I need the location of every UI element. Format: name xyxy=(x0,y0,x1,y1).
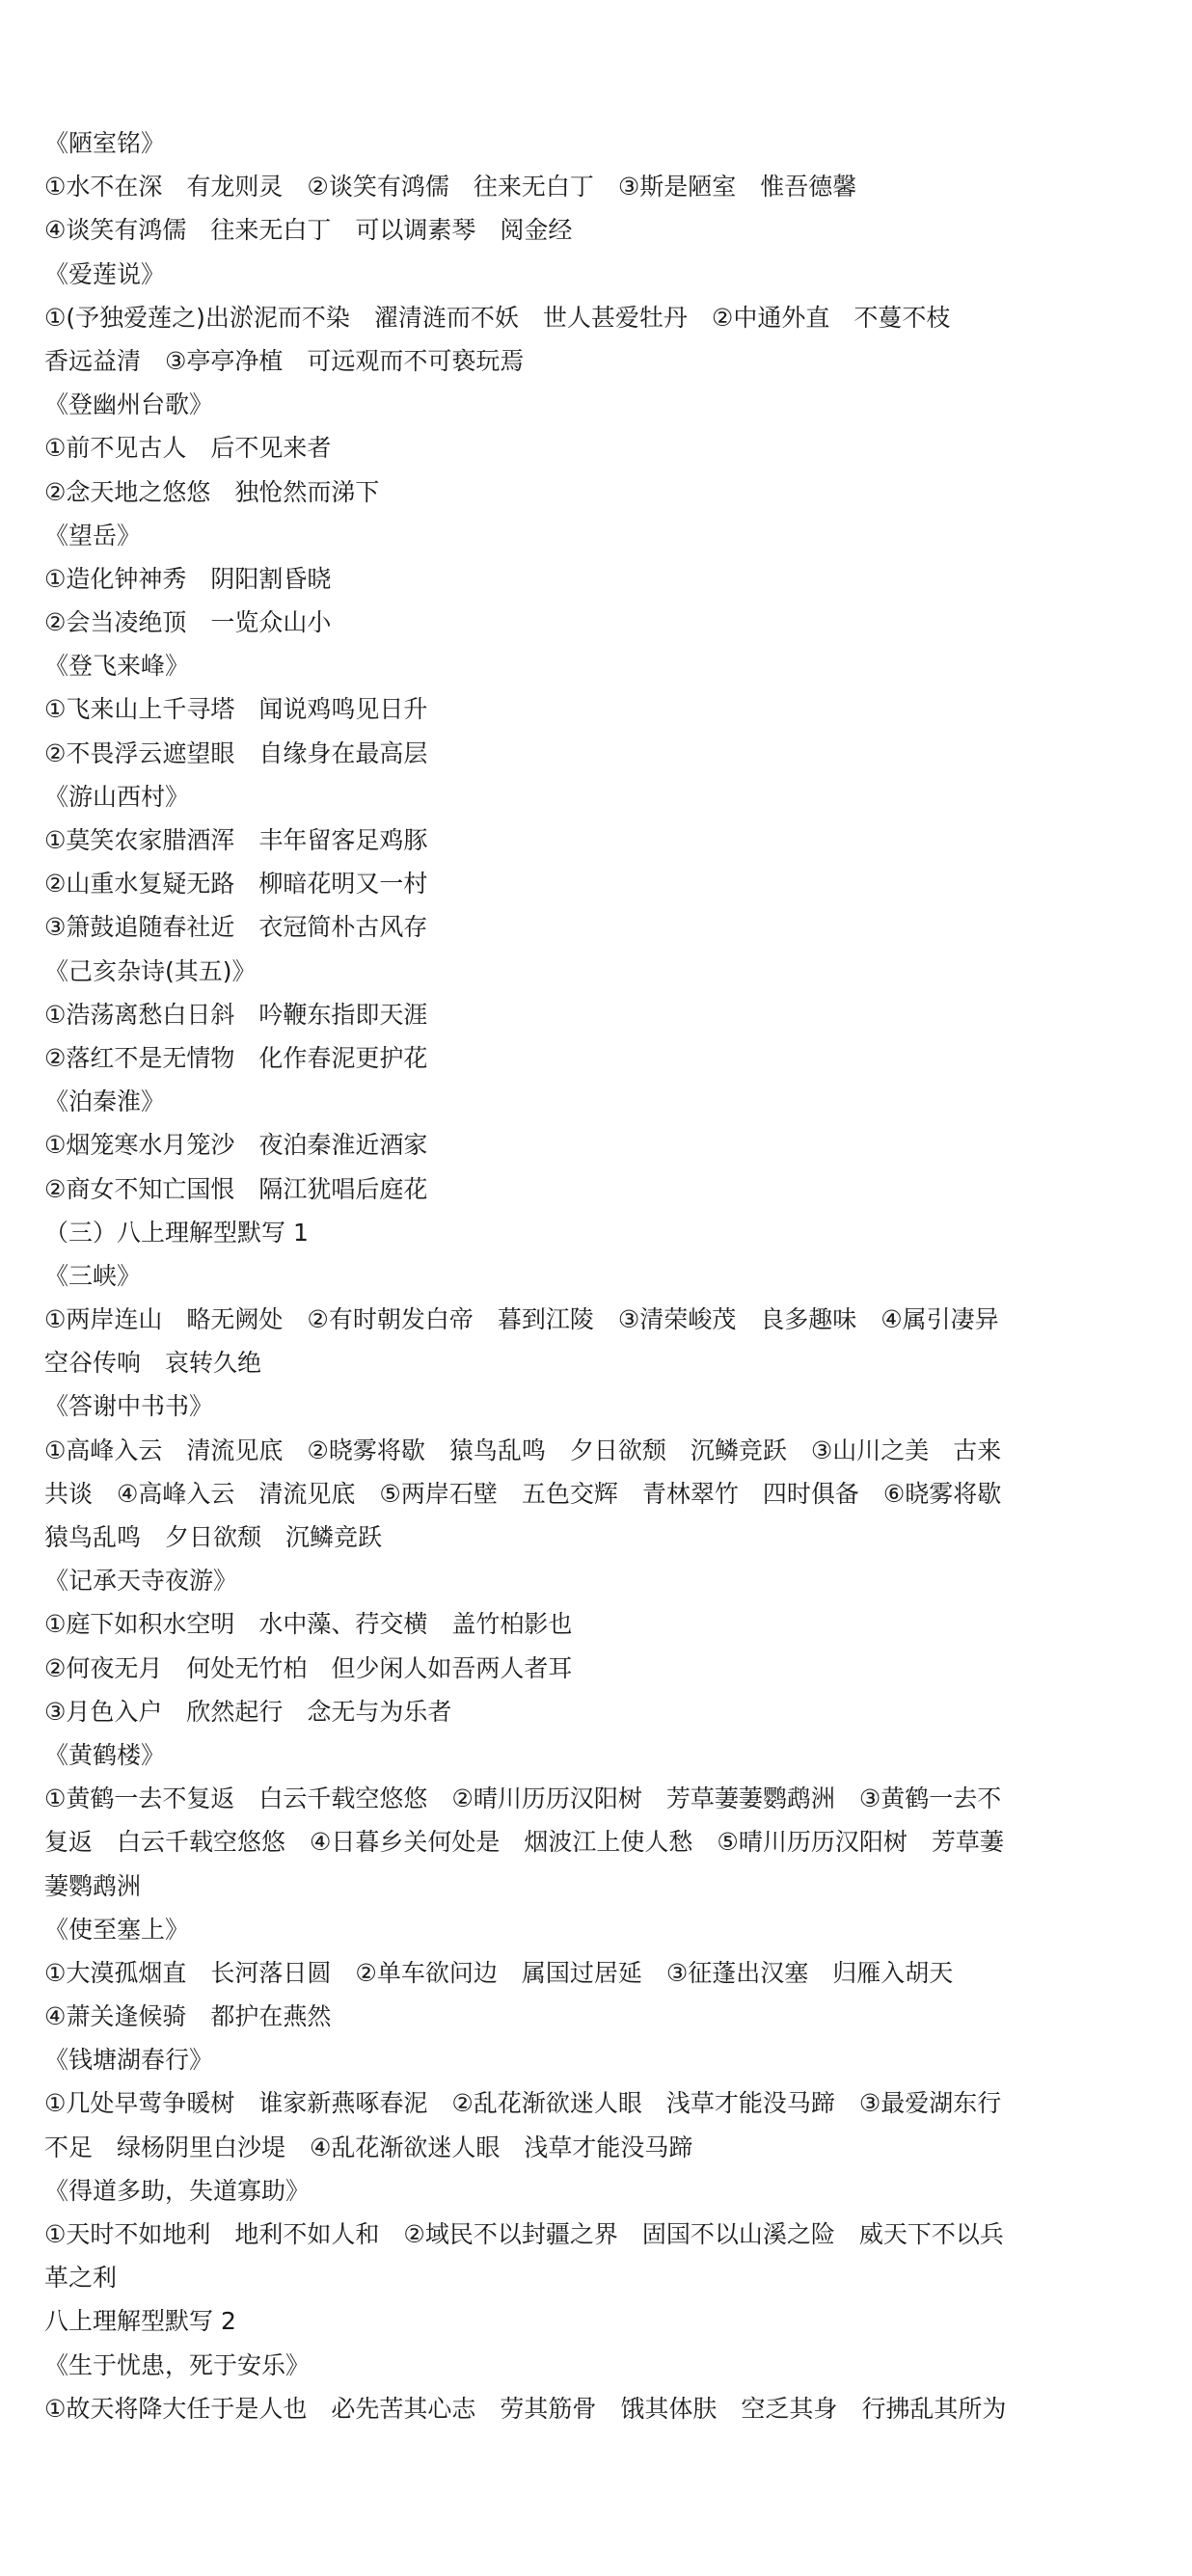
answer-line: ③箫鼓追随春社近 衣冠简朴古风存 xyxy=(44,913,428,942)
answer-line: 猿鸟乱鸣 夕日欲颓 沉鳞竞跃 xyxy=(44,1523,383,1551)
answer-line: ①浩荡离愁白日斜 吟鞭东指即天涯 xyxy=(44,1000,428,1029)
answer-line: ①几处早莺争暖树 谁家新燕啄春泥 ②乱花渐欲迷人眼 浅草才能没马蹄 ③最爱湖东行 xyxy=(44,2089,1002,2118)
section-heading: 《登飞来峰》 xyxy=(44,652,190,681)
answer-line: ④谈笑有鸿儒 往来无白丁 可以调素琴 阅金经 xyxy=(44,216,573,245)
section-heading: 《游山西村》 xyxy=(44,782,190,811)
answer-line: ②落红不是无情物 化作春泥更护花 xyxy=(44,1043,428,1072)
section-heading: 《使至塞上》 xyxy=(44,1915,190,1944)
answer-line: 不足 绿杨阴里白沙堤 ④乱花渐欲迷人眼 浅草才能没马蹄 xyxy=(44,2133,693,2161)
answer-line: ①庭下如积水空明 水中藻、荇交横 盖竹柏影也 xyxy=(44,1610,573,1639)
answer-line: 香远益清 ③亭亭净植 可远观而不可亵玩焉 xyxy=(44,346,525,375)
answer-line: ①飞来山上千寻塔 闻说鸡鸣见日升 xyxy=(44,695,428,724)
section-heading: 《记承天寺夜游》 xyxy=(44,1567,238,1596)
answer-line: 复返 白云千载空悠悠 ④日暮乡关何处是 烟波江上使人愁 ⑤晴川历历汉阳树 芳草萋 xyxy=(44,1828,1004,1857)
answer-line: ②商女不知亡国恨 隔江犹唱后庭花 xyxy=(44,1174,428,1203)
section-heading: 八上理解型默写 2 xyxy=(44,2307,236,2336)
answer-line: ③月色入户 欣然起行 念无与为乐者 xyxy=(44,1697,452,1726)
answer-line: 空谷传响 哀转久绝 xyxy=(44,1349,262,1378)
answer-line: ①天时不如地利 地利不如人和 ②域民不以封疆之界 固国不以山溪之险 威天下不以兵 xyxy=(44,2220,1004,2248)
section-heading: 《陋室铭》 xyxy=(44,129,166,157)
answer-line: ②念天地之悠悠 独怆然而涕下 xyxy=(44,477,380,506)
answer-line: 萋鹦鹉洲 xyxy=(44,1871,142,1900)
section-heading: 《答谢中书书》 xyxy=(44,1392,214,1421)
section-heading: 《生于忧患，死于安乐》 xyxy=(44,2350,311,2379)
answer-line: ①大漠孤烟直 长河落日圆 ②单车欲问边 属国过居延 ③征蓬出汉塞 归雁入胡天 xyxy=(44,1958,954,1987)
answer-line: ①黄鹤一去不复返 白云千载空悠悠 ②晴川历历汉阳树 芳草萋萋鹦鹉洲 ③黄鹤一去不 xyxy=(44,1784,1002,1813)
answer-line: 共谈 ④高峰入云 清流见底 ⑤两岸石壁 五色交辉 青林翠竹 四时俱备 ⑥晓雾将歇 xyxy=(44,1479,1002,1508)
answer-line: ①前不见古人 后不见来者 xyxy=(44,434,332,463)
section-heading: 《泊秦淮》 xyxy=(44,1087,166,1116)
section-heading: （三）八上理解型默写 1 xyxy=(44,1218,309,1247)
answer-line: ①两岸连山 略无阙处 ②有时朝发白帝 暮到江陵 ③清荣峻茂 良多趣味 ④属引凄异 xyxy=(44,1305,999,1334)
answer-line: ①烟笼寒水月笼沙 夜泊秦淮近酒家 xyxy=(44,1131,428,1160)
document-page xyxy=(44,121,1153,2430)
answer-line: ②何夜无月 何处无竹柏 但少闲人如吾两人者耳 xyxy=(44,1653,573,1682)
answer-line: ①水不在深 有龙则灵 ②谈笑有鸿儒 往来无白丁 ③斯是陋室 惟吾德馨 xyxy=(44,173,857,201)
answer-line: ①高峰入云 清流见底 ②晓雾将歇 猿鸟乱鸣 夕日欲颓 沉鳞竞跃 ③山川之美 古来 xyxy=(44,1436,1002,1464)
section-heading: 《望岳》 xyxy=(44,521,142,550)
section-heading: 《爱莲说》 xyxy=(44,259,166,288)
section-heading: 《钱塘湖春行》 xyxy=(44,2046,214,2075)
answer-line: ①故天将降大任于是人也 必先苦其心志 劳其筋骨 饿其体肤 空乏其身 行拂乱其所为 xyxy=(44,2394,1007,2423)
section-heading: 《得道多助，失道寡助》 xyxy=(44,2176,311,2205)
answer-line: ①莫笑农家腊酒浑 丰年留客足鸡豚 xyxy=(44,826,428,854)
answer-line: ①造化钟神秀 阴阳割昏晓 xyxy=(44,564,332,593)
answer-line: ②不畏浮云遮望眼 自缘身在最高层 xyxy=(44,738,428,767)
answer-line: ①(予独爱莲之)出淤泥而不染 濯清涟而不妖 世人甚爱牡丹 ②中通外直 不蔓不枝 xyxy=(44,303,951,332)
answer-line: ②山重水复疑无路 柳暗花明又一村 xyxy=(44,870,428,899)
answer-line: ②会当凌绝顶 一览众山小 xyxy=(44,608,332,637)
section-heading: 《己亥杂诗(其五)》 xyxy=(44,956,257,985)
section-heading: 《黄鹤楼》 xyxy=(44,1740,166,1769)
section-heading: 《登幽州台歌》 xyxy=(44,390,214,419)
section-heading: 《三峡》 xyxy=(44,1261,142,1290)
answer-line: 革之利 xyxy=(44,2264,118,2293)
answer-line: ④萧关逢候骑 都护在燕然 xyxy=(44,2002,332,2031)
